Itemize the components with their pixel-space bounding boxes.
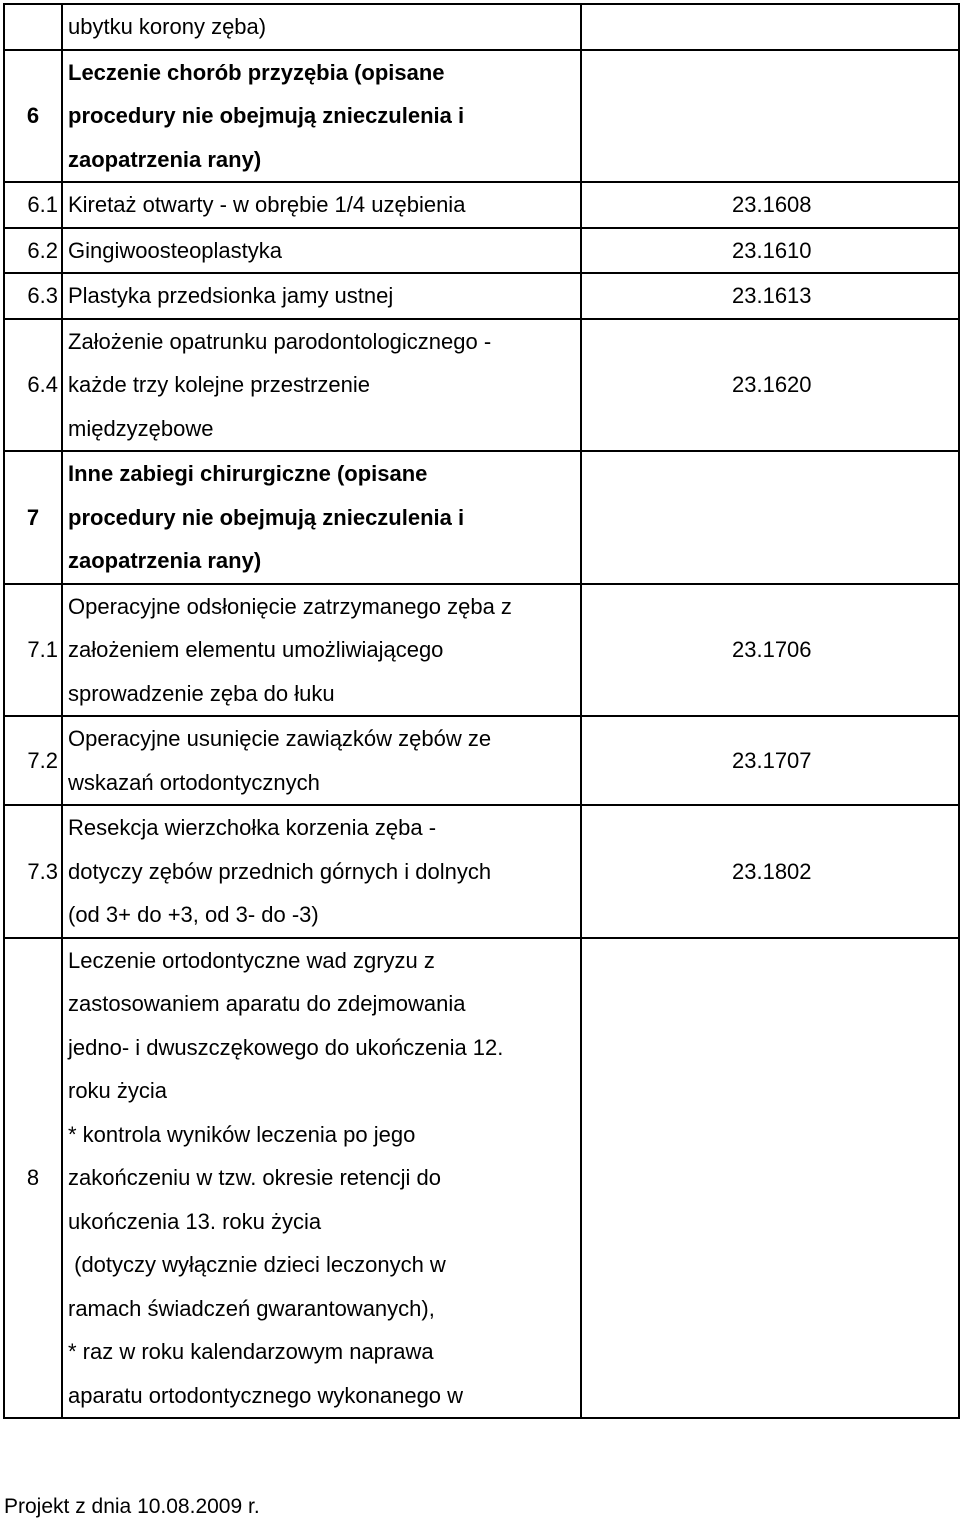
row-number: 8 — [4, 938, 62, 1419]
row-description: Gingiwoosteoplastyka — [62, 228, 581, 274]
row-number: 6.1 — [4, 182, 62, 228]
row-number: 7.1 — [4, 584, 62, 717]
row-number: 7 — [4, 451, 62, 584]
row-code: 23.1608 — [581, 182, 959, 228]
row-description: Kiretaż otwarty - w obrębie 1/4 uzębienia — [62, 182, 581, 228]
row-number: 7.2 — [4, 716, 62, 805]
footer-date: Projekt z dnia 10.08.2009 r. — [4, 1495, 260, 1518]
table-row — [4, 273, 959, 319]
row-code: 23.1620 — [581, 319, 959, 452]
table-row — [4, 584, 959, 717]
row-code — [581, 451, 959, 584]
row-description: Inne zabiegi chirurgiczne (opisane procedury nie obejmują znieczulenia i zaopatrzenia rany) — [62, 451, 581, 584]
row-number: 7.3 — [4, 805, 62, 938]
table-row — [4, 182, 959, 228]
row-number: 6 — [4, 50, 62, 183]
row-number: 6.3 — [4, 273, 62, 319]
table-row — [4, 228, 959, 274]
table-row — [4, 50, 959, 183]
row-description: Leczenie chorób przyzębia (opisane procedury nie obejmują znieczulenia i zaopatrzenia rany) — [62, 50, 581, 183]
row-description: Plastyka przedsionka jamy ustnej — [62, 273, 581, 319]
row-description: ubytku korony zęba) — [62, 4, 581, 50]
row-code: 23.1706 — [581, 584, 959, 717]
table-row — [4, 938, 959, 1419]
row-description: Leczenie ortodontyczne wad zgryzu z zastosowaniem aparatu do zdejmowania jedno- i dwuszczękowego do ukończenia 12. roku życia * kontrola wyników leczenia po jego zakończeniu w tzw. okresie retencji do ukończenia 13. roku życia (dotyczy wyłącznie dzieci leczonych w ramach świadczeń gwarantowanych), * raz w roku kalendarzowym naprawa aparatu ortodontycznego wykonanego w — [62, 938, 581, 1419]
row-number: 6.4 — [4, 319, 62, 452]
row-description: Założenie opatrunku parodontologicznego - każde trzy kolejne przestrzenie międzyzębowe — [62, 319, 581, 452]
table-row — [4, 805, 959, 938]
row-code — [581, 4, 959, 50]
table-row — [4, 716, 959, 805]
table-row — [4, 4, 959, 50]
row-code: 23.1707 — [581, 716, 959, 805]
row-code: 23.1802 — [581, 805, 959, 938]
row-code — [581, 938, 959, 1419]
row-number: 6.2 — [4, 228, 62, 274]
table-row — [4, 451, 959, 584]
row-number — [4, 4, 62, 50]
row-description: Operacyjne usunięcie zawiązków zębów ze wskazań ortodontycznych — [62, 716, 581, 805]
procedures-table — [3, 3, 960, 1419]
row-description: Resekcja wierzchołka korzenia zęba - dotyczy zębów przednich górnych i dolnych (od 3+ do +3, od 3- do -3) — [62, 805, 581, 938]
table-row — [4, 319, 959, 452]
row-description: Operacyjne odsłonięcie zatrzymanego zęba z założeniem elementu umożliwiającego sprowadzenie zęba do łuku — [62, 584, 581, 717]
row-code: 23.1613 — [581, 273, 959, 319]
row-code: 23.1610 — [581, 228, 959, 274]
row-code — [581, 50, 959, 183]
